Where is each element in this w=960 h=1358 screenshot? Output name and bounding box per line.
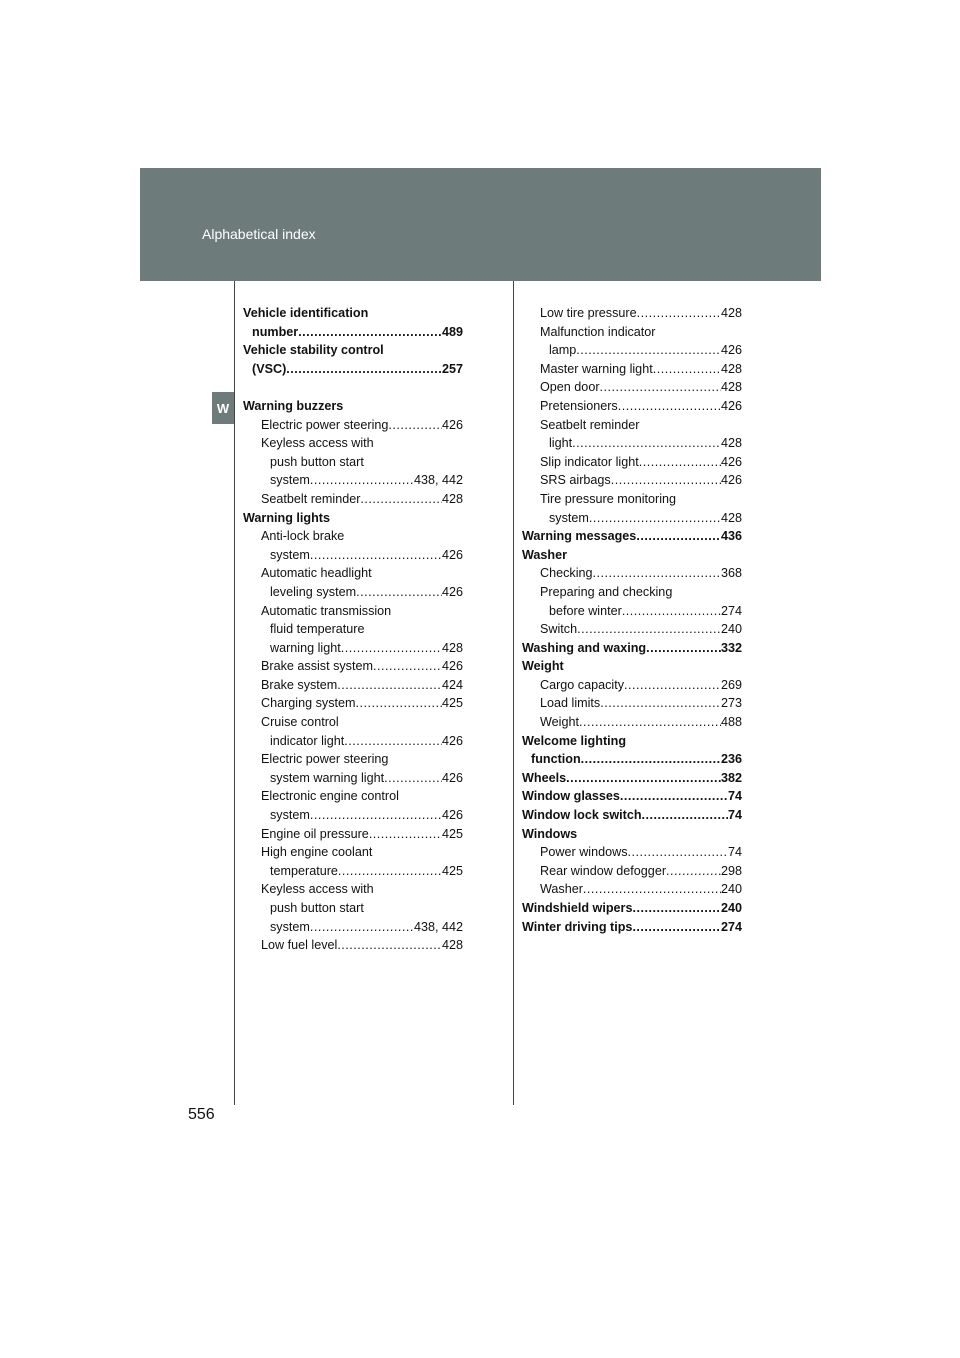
index-heading [522, 657, 742, 676]
page-reference[interactable]: 274 [720, 919, 742, 934]
entry-text: Automatic headlight [261, 566, 372, 581]
entry-text: Warning lights [243, 510, 330, 525]
page-number: 556 [188, 1106, 215, 1123]
entry-text: Window lock switch [522, 808, 642, 823]
dot-leader [310, 471, 414, 490]
page-reference[interactable]: 426 [441, 584, 463, 599]
index-entry [243, 880, 463, 899]
left-column-rule [234, 281, 235, 1105]
index-entry [243, 899, 463, 918]
entry-text: warning light [270, 640, 341, 655]
index-entry [243, 713, 463, 732]
page-reference[interactable]: 332 [720, 640, 742, 655]
index-entry[interactable] [522, 360, 742, 379]
page-reference[interactable]: 425 [441, 696, 463, 711]
entry-text: SRS airbags [540, 473, 611, 488]
page-reference[interactable]: 426 [441, 547, 463, 562]
index-heading[interactable] [243, 360, 463, 379]
page-reference[interactable]: 425 [441, 863, 463, 878]
dot-leader [576, 341, 721, 360]
index-entry[interactable] [522, 378, 742, 397]
index-entry[interactable] [522, 694, 742, 713]
index-entry[interactable] [243, 639, 463, 658]
entry-text: push button start [270, 454, 364, 469]
index-entry [243, 564, 463, 583]
page-reference[interactable]: 426 [441, 417, 463, 432]
dot-leader [600, 378, 721, 397]
entry-text: function [531, 752, 581, 767]
index-entry[interactable] [243, 918, 463, 937]
entry-text: Weight [522, 659, 564, 674]
index-entry[interactable] [243, 546, 463, 565]
index-entry [522, 416, 742, 435]
dot-leader [581, 750, 721, 769]
entry-text: Malfunction indicator [540, 324, 656, 339]
entry-text: Power windows [540, 845, 628, 860]
page-reference[interactable]: 426 [720, 473, 742, 488]
page-reference[interactable]: 425 [441, 826, 463, 841]
index-heading [522, 732, 742, 751]
index-entry[interactable] [522, 564, 742, 583]
index-heading[interactable] [522, 639, 742, 658]
entry-text: Electric power steering [261, 417, 389, 432]
dot-leader [384, 769, 442, 788]
entry-text: Winter driving tips [522, 919, 633, 934]
entry-text: Window glasses [522, 789, 620, 804]
page-reference[interactable]: 428 [720, 380, 742, 395]
entry-text: Slip indicator light [540, 454, 639, 469]
entry-text: Seatbelt reminder [540, 417, 640, 432]
dot-leader [653, 360, 721, 379]
entry-text: light [549, 436, 573, 451]
dot-leader [337, 676, 442, 695]
entry-text: leveling system [270, 584, 357, 599]
index-heading[interactable] [522, 527, 742, 546]
entry-text: Low fuel level [261, 938, 338, 953]
index-entry [522, 490, 742, 509]
entry-text: High engine coolant [261, 845, 373, 860]
dot-leader [566, 769, 721, 788]
index-entry[interactable] [243, 490, 463, 509]
dot-leader [310, 806, 442, 825]
dot-leader [338, 862, 442, 881]
middle-column-rule [513, 281, 514, 1105]
index-entry[interactable] [522, 471, 742, 490]
entry-text: Electronic engine control [261, 789, 399, 804]
dot-leader [583, 880, 721, 899]
entry-text: Windows [522, 826, 578, 841]
index-entry[interactable] [522, 453, 742, 472]
entry-text: Vehicle identification [243, 306, 369, 320]
index-entry [243, 602, 463, 621]
entry-text: Checking [540, 566, 593, 581]
entry-text: Pretensioners [540, 398, 618, 413]
entry-text: Washer [522, 547, 568, 562]
index-heading[interactable] [522, 787, 742, 806]
index-entry[interactable] [522, 713, 742, 732]
entry-text: Electric power steering [261, 752, 389, 767]
page-reference[interactable]: 240 [720, 901, 742, 915]
entry-text: Wheels [522, 770, 567, 785]
entry-text: temperature [270, 863, 338, 878]
index-heading [243, 304, 463, 323]
entry-text: system [270, 473, 310, 488]
index-entry[interactable] [522, 620, 742, 639]
entry-text: Rear window defogger [540, 863, 667, 878]
page-reference[interactable]: 74 [727, 845, 742, 860]
index-heading[interactable] [522, 806, 742, 825]
entry-text: push button start [270, 901, 364, 915]
dot-leader [310, 546, 442, 565]
entry-text: Open door [540, 380, 600, 395]
dot-leader [369, 825, 442, 844]
entry-text: Vehicle stability control [243, 343, 384, 358]
page-reference[interactable]: 489 [441, 324, 463, 339]
index-entry[interactable] [243, 862, 463, 881]
index-heading [243, 397, 463, 416]
index-entry[interactable] [243, 657, 463, 676]
index-entry[interactable] [243, 676, 463, 695]
entry-text: Engine oil pressure [261, 826, 369, 841]
dot-leader [637, 304, 721, 323]
dot-leader [298, 323, 442, 342]
dot-leader [356, 694, 442, 713]
dot-leader [646, 639, 721, 658]
index-heading[interactable] [522, 769, 742, 788]
entry-spacer [243, 378, 463, 397]
entry-text: fluid temperature [270, 622, 365, 637]
index-entry[interactable] [522, 862, 742, 881]
index-entry[interactable] [522, 397, 742, 416]
entry-text: Keyless access with [261, 436, 374, 451]
page-reference[interactable]: 438, 442 [413, 919, 463, 934]
dot-leader [618, 397, 721, 416]
page-reference[interactable]: 428 [720, 361, 742, 376]
entry-text: Welcome lighting [522, 733, 627, 748]
entry-text: Seatbelt reminder [261, 491, 361, 506]
page-reference[interactable]: 368 [720, 566, 742, 581]
index-heading [522, 825, 742, 844]
dot-leader [579, 713, 721, 732]
index-heading [522, 546, 742, 565]
entry-text: Brake assist system [261, 659, 373, 674]
entry-text: Windshield wipers [522, 901, 633, 915]
entry-text: Low tire pressure [540, 306, 637, 320]
entry-text: Warning messages [522, 529, 637, 544]
section-title: Alphabetical index [202, 226, 316, 242]
index-entry[interactable] [522, 509, 742, 528]
page-reference[interactable]: 428 [441, 491, 463, 506]
entry-text: Charging system [261, 696, 356, 711]
dot-leader [286, 360, 442, 379]
dot-leader [356, 583, 442, 602]
index-entry[interactable] [243, 694, 463, 713]
entry-text: Keyless access with [261, 882, 374, 897]
page-reference[interactable]: 74 [727, 808, 742, 823]
index-entry [243, 750, 463, 769]
page-reference[interactable]: 424 [441, 677, 463, 692]
page-reference[interactable]: 257 [441, 361, 463, 376]
index-entry[interactable] [243, 583, 463, 602]
dot-leader [632, 918, 721, 937]
index-heading[interactable] [243, 323, 463, 342]
index-entry[interactable] [243, 769, 463, 788]
entry-text: number [252, 324, 299, 339]
index-entry[interactable] [243, 936, 463, 955]
dot-leader [628, 843, 728, 862]
entry-text: Weight [540, 715, 579, 730]
entry-text: system [270, 547, 310, 562]
dot-leader [572, 434, 721, 453]
index-entry [243, 843, 463, 862]
dot-leader [611, 471, 721, 490]
page-reference[interactable]: 426 [441, 733, 463, 748]
header-band [140, 168, 821, 281]
index-entry[interactable] [522, 341, 742, 360]
dot-leader [642, 806, 728, 825]
entry-text: system warning light [270, 770, 385, 785]
index-entry[interactable] [243, 806, 463, 825]
entry-text: indicator light [270, 733, 345, 748]
entry-text: Warning buzzers [243, 398, 344, 413]
dot-leader [388, 416, 442, 435]
index-entry [243, 787, 463, 806]
entry-text: Automatic transmission [261, 603, 392, 618]
index-entry[interactable] [522, 602, 742, 621]
dot-leader [666, 862, 721, 881]
entry-text: system [270, 808, 310, 823]
index-heading[interactable] [522, 918, 742, 937]
page-reference[interactable]: 240 [720, 622, 742, 637]
index-heading[interactable] [522, 899, 742, 918]
dot-leader [620, 787, 728, 806]
dot-leader [577, 620, 721, 639]
page-reference[interactable]: 298 [720, 863, 742, 878]
page-reference[interactable]: 269 [720, 677, 742, 692]
page-reference[interactable]: 273 [720, 696, 742, 711]
dot-leader [636, 527, 721, 546]
page-reference[interactable]: 426 [441, 808, 463, 823]
entry-text: Anti-lock brake [261, 529, 345, 544]
dot-leader [632, 899, 721, 918]
page-reference[interactable]: 426 [720, 343, 742, 358]
page-reference[interactable]: 436 [720, 529, 742, 544]
entry-text: system [549, 510, 589, 525]
dot-leader [593, 564, 721, 583]
index-entry [243, 434, 463, 453]
dot-leader [589, 509, 721, 528]
entry-text: Washer [540, 882, 583, 897]
page-reference[interactable]: 488 [720, 715, 742, 730]
index-entry[interactable] [522, 843, 742, 862]
page-reference[interactable]: 236 [720, 752, 742, 767]
entry-text: (VSC) [252, 361, 287, 376]
index-entry[interactable] [243, 416, 463, 435]
index-entry [243, 453, 463, 472]
index-heading [243, 509, 463, 528]
entry-text: Tire pressure monitoring [540, 491, 677, 506]
page-reference[interactable]: 382 [720, 770, 742, 785]
page-reference[interactable]: 426 [441, 770, 463, 785]
dot-leader [337, 936, 442, 955]
dot-leader [624, 676, 721, 695]
index-entry[interactable] [522, 434, 742, 453]
index-entry [243, 620, 463, 639]
dot-leader [344, 732, 442, 751]
index-heading [243, 341, 463, 360]
index-entry[interactable] [522, 880, 742, 899]
index-column-left [243, 304, 463, 955]
index-entry [522, 323, 742, 342]
index-entry[interactable] [243, 732, 463, 751]
page-reference[interactable]: 426 [441, 659, 463, 674]
entry-text: Cruise control [261, 715, 339, 730]
dot-leader [639, 453, 721, 472]
dot-leader [373, 657, 442, 676]
entry-text: Cargo capacity [540, 677, 624, 692]
dot-leader [360, 490, 442, 509]
dot-leader [622, 602, 721, 621]
index-entry[interactable] [522, 304, 742, 323]
entry-text: before winter [549, 603, 622, 618]
entry-text: Preparing and checking [540, 584, 673, 599]
dot-leader [310, 918, 414, 937]
index-entry [522, 583, 742, 602]
entry-text: Washing and waxing [522, 640, 647, 655]
page-reference[interactable]: 240 [720, 882, 742, 897]
page-reference[interactable]: 428 [720, 436, 742, 451]
letter-tab[interactable]: W [212, 392, 234, 424]
entry-text: Master warning light [540, 361, 653, 376]
index-entry[interactable] [243, 825, 463, 844]
entry-text: lamp [549, 343, 577, 358]
page-reference[interactable]: 426 [720, 398, 742, 413]
entry-text: Switch [540, 622, 578, 637]
index-column-right [522, 304, 742, 936]
index-entry [243, 527, 463, 546]
page-reference[interactable]: 74 [727, 789, 742, 804]
index-entry[interactable] [243, 471, 463, 490]
entry-text: Load limits [540, 696, 601, 711]
page-reference[interactable]: 428 [720, 306, 742, 320]
dot-leader [341, 639, 442, 658]
page-reference[interactable]: 274 [720, 603, 742, 618]
page-reference[interactable]: 428 [441, 640, 463, 655]
page-reference[interactable]: 428 [441, 938, 463, 953]
page-reference[interactable]: 426 [720, 454, 742, 469]
index-entry[interactable] [522, 676, 742, 695]
index-heading[interactable] [522, 750, 742, 769]
page-reference[interactable]: 428 [720, 510, 742, 525]
entry-text: system [270, 919, 310, 934]
entry-text: Brake system [261, 677, 338, 692]
page-reference[interactable]: 438, 442 [413, 473, 463, 488]
dot-leader [600, 694, 721, 713]
